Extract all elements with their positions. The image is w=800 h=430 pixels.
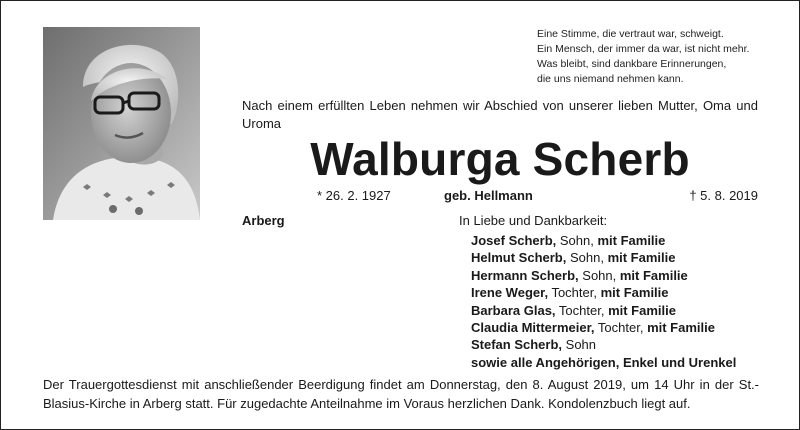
mourner-row xyxy=(471,336,736,353)
other-relatives: sowie alle Angehörigen, Enkel und Urenkel xyxy=(471,354,737,370)
mourner-name: Stefan Scherb, xyxy=(471,337,563,353)
verse-line: Ein Mensch, der immer da war, ist nicht mehr. xyxy=(537,43,750,55)
mourner-row xyxy=(471,302,736,319)
birth-date: * 26. 2. 1927 xyxy=(317,188,391,203)
mourner-name: Claudia Mittermeier, xyxy=(471,320,595,336)
mourners-list xyxy=(471,232,736,371)
mourner-name: Hermann Scherb, xyxy=(471,267,579,283)
portrait-photo xyxy=(43,27,200,220)
mourner-name: Irene Weger, xyxy=(471,285,549,301)
intro-text: Nach einem erfüllten Leben nehmen wir Abschied von unserer lieben Mutter, Oma und Uroma xyxy=(242,98,758,131)
mourner-family: mit Familie xyxy=(593,233,666,248)
mourner-family: mit Familie xyxy=(616,267,688,283)
mourner-relation: Sohn, xyxy=(556,233,594,248)
mourner-row xyxy=(471,284,736,301)
place-name: Arberg xyxy=(242,213,285,228)
mourner-name: Barbara Glas, xyxy=(471,302,556,318)
mourner-family: mit Familie xyxy=(604,302,676,318)
mourner-row xyxy=(471,232,736,249)
mourner-row xyxy=(471,267,736,284)
mourner-relation: Sohn, xyxy=(566,250,604,266)
mourner-family: mit Familie xyxy=(643,320,715,336)
mourner-name: Josef Scherb, xyxy=(471,233,557,248)
maiden-name: geb. Hellmann xyxy=(444,188,533,203)
death-date: † 5. 8. 2019 xyxy=(689,188,758,203)
mourner-family: mit Familie xyxy=(603,250,676,266)
verse-line: Eine Stimme, die vertraut war, schweigt. xyxy=(537,28,724,40)
mourner-row xyxy=(471,249,736,266)
thanks-heading: In Liebe und Dankbarkeit: xyxy=(459,213,608,228)
verse-line: die uns niemand nehmen kann. xyxy=(537,73,684,85)
mourner-relation: Sohn, xyxy=(578,267,617,283)
mourner-relation: Tochter, xyxy=(548,285,597,301)
mourner-relation: Tochter, xyxy=(555,302,605,318)
mourner-relation: Sohn xyxy=(562,337,597,353)
funeral-service-notice: Der Trauergottesdienst mit anschließender Beerdigung findet am Donnerstag, den 8. August 2019, um 14 Uhr in der St.-Blasius-Kirche in Arberg statt. Für zugedachte Anteilnahme im Voraus herzlichen Dank. Kondolenzbuch liegt auf. xyxy=(43,377,759,411)
mourner-relation: Tochter, xyxy=(594,320,644,336)
memorial-verse xyxy=(537,27,749,87)
deceased-name: Walburga Scherb xyxy=(310,133,690,185)
mourner-row xyxy=(471,319,736,336)
verse-line: Was bleibt, sind dankbare Erinnerungen, xyxy=(537,58,727,70)
mourner-name: Helmut Scherb, xyxy=(471,250,567,266)
mourner-family: mit Familie xyxy=(596,285,669,301)
